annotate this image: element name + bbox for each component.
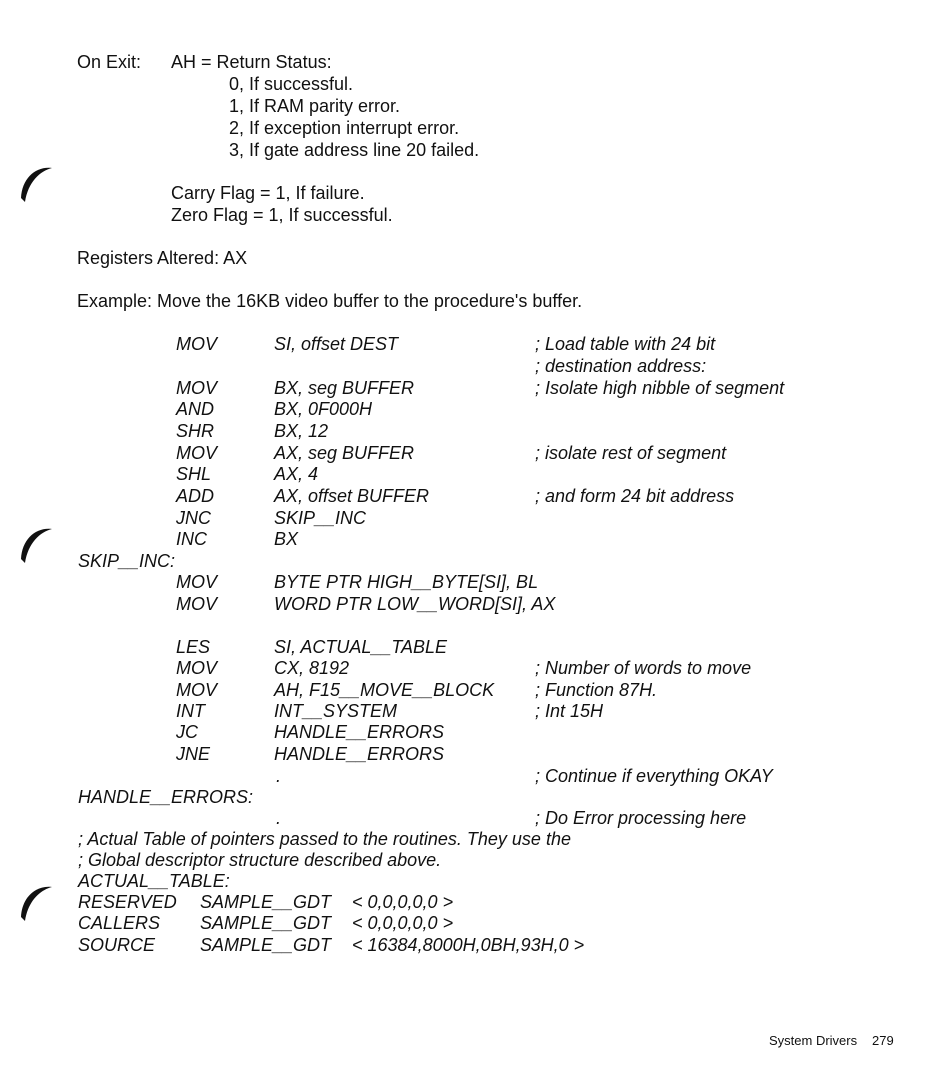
code-comment: ; Load table with 24 bit [535,334,716,354]
code-op: MOV [176,594,218,614]
code-comment: ; Do Error processing here [535,808,747,828]
table-row-type: SAMPLE__GDT [200,935,332,955]
code-arg: BYTE PTR HIGH__BYTE[SI], BL [274,572,539,592]
code-arg: AH, F15__MOVE__BLOCK [274,680,495,700]
code-label: HANDLE__ERRORS: [78,787,254,807]
code-arg: BX, 12 [274,421,329,441]
page-number: 279 [872,1033,894,1048]
code-label: SKIP__INC: [78,551,176,571]
code-comment: ; destination address: [535,356,707,376]
status-item: 3, If gate address line 20 failed. [229,140,480,160]
binder-hole-mark-bottom [18,881,54,923]
code-comment: ; Function 87H. [535,680,658,700]
code-op: MOV [176,334,218,354]
code-op: JNC [176,508,211,528]
code-arg: SI, ACTUAL__TABLE [274,637,448,657]
code-op: AND [176,399,215,419]
table-row-type: SAMPLE__GDT [200,892,332,912]
code-op: MOV [176,680,218,700]
carry-flag: Carry Flag = 1, If failure. [171,183,365,203]
code-op: JC [176,722,198,742]
code-comment: ; Int 15H [535,701,604,721]
code-arg: AX, offset BUFFER [274,486,430,506]
code-arg: WORD PTR LOW__WORD[SI], AX [274,594,556,614]
code-op: MOV [176,658,218,678]
status-item: 1, If RAM parity error. [229,96,401,116]
binder-hole-mark-top [18,162,54,204]
code-op: SHL [176,464,212,484]
footer-section-title: System Drivers [769,1033,858,1048]
status-item: 2, If exception interrupt error. [229,118,460,138]
code-arg: AX, seg BUFFER [274,443,415,463]
code-comment: ; Number of words to move [535,658,752,678]
code-arg: HANDLE__ERRORS [274,744,445,764]
table-row-value: < 0,0,0,0,0 > [352,892,454,912]
code-op: SHR [176,421,215,441]
code-op: JNE [176,744,211,764]
code-ellipsis-dot: . [276,808,282,828]
example-description: Example: Move the 16KB video buffer to the procedure's buffer. [77,291,583,311]
zero-flag: Zero Flag = 1, If successful. [171,205,393,225]
code-arg: BX [274,529,299,549]
code-op: MOV [176,572,218,592]
code-arg: SI, offset DEST [274,334,399,354]
table-label: ACTUAL__TABLE: [78,871,230,891]
code-ellipsis-dot: . [276,766,282,786]
table-row-name: CALLERS [78,913,161,933]
table-comment: ; Global descriptor structure described above. [78,850,442,870]
code-comment: ; isolate rest of segment [535,443,727,463]
code-comment: ; Continue if everything OKAY [535,766,773,786]
code-arg: SKIP__INC [274,508,367,528]
code-comment: ; and form 24 bit address [535,486,735,506]
code-op: INT [176,701,205,721]
code-arg: AX, 4 [274,464,319,484]
table-row-name: SOURCE [78,935,156,955]
table-row-value: < 16384,8000H,0BH,93H,0 > [352,935,585,955]
code-op: MOV [176,443,218,463]
registers-altered: Registers Altered: AX [77,248,248,268]
code-arg: HANDLE__ERRORS [274,722,445,742]
table-row-type: SAMPLE__GDT [200,913,332,933]
code-op: INC [176,529,207,549]
on-exit-label: On Exit: [77,52,142,72]
code-arg: BX, seg BUFFER [274,378,415,398]
table-row-value: < 0,0,0,0,0 > [352,913,454,933]
code-arg: BX, 0F000H [274,399,373,419]
ah-return-status: AH = Return Status: [171,52,332,72]
code-comment: ; Isolate high nibble of segment [535,378,785,398]
code-op: MOV [176,378,218,398]
code-op: ADD [176,486,215,506]
binder-hole-mark-middle [18,523,54,565]
table-row-name: RESERVED [78,892,177,912]
code-op: LES [176,637,211,657]
code-arg: INT__SYSTEM [274,701,398,721]
table-comment: ; Actual Table of pointers passed to the routines. They use the [78,829,571,849]
code-arg: CX, 8192 [274,658,350,678]
status-item: 0, If successful. [229,74,354,94]
